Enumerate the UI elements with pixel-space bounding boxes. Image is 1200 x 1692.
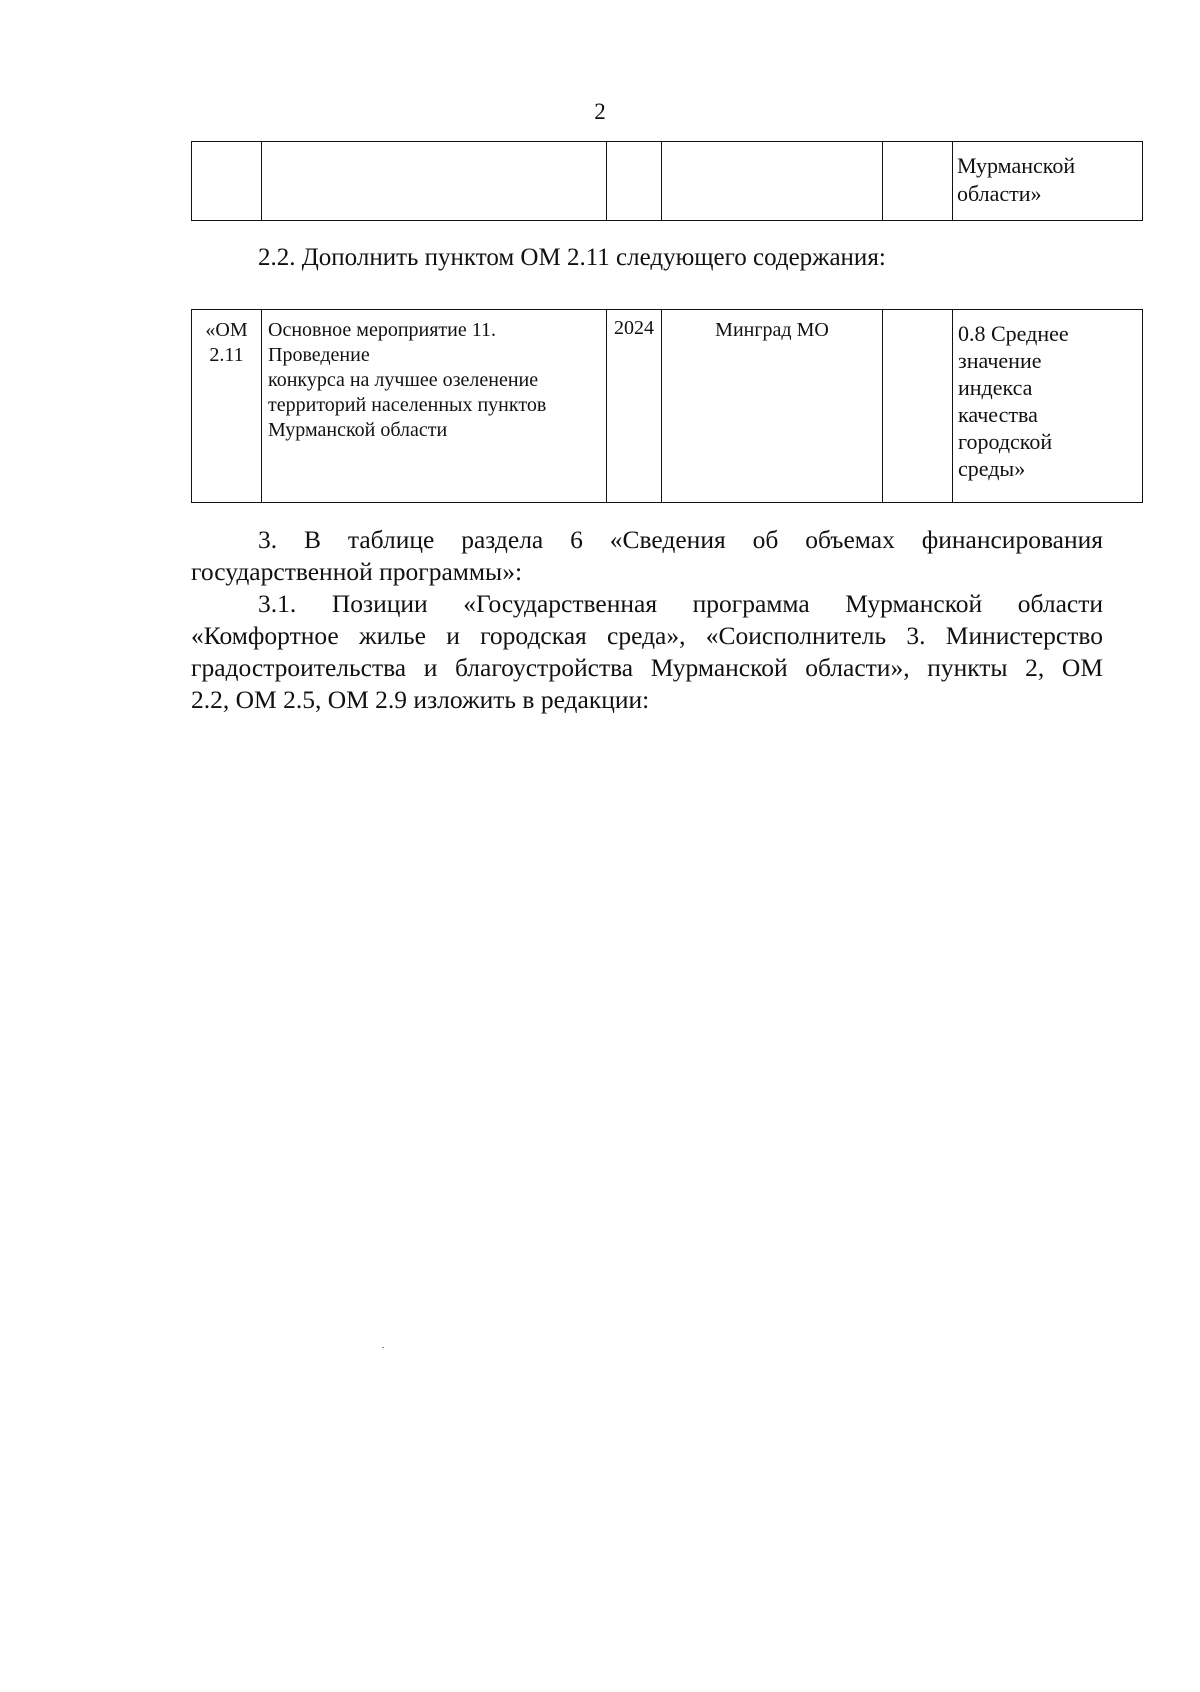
- cell-line: Мурманской: [957, 153, 1076, 178]
- om-year-cell: 2024: [607, 310, 662, 503]
- paragraph-line: «Комфортное жилье и городская среда», «Соисполнитель 3. Министерство: [191, 621, 1103, 650]
- table-row: [192, 142, 1143, 221]
- table-cell: [262, 142, 607, 221]
- table-cell: [883, 142, 953, 221]
- cell-line: конкурса на лучшее озеленение: [268, 369, 539, 391]
- cell-line: качества: [958, 402, 1038, 427]
- cell-line: Мурманской области: [268, 419, 448, 441]
- cell-line: городской: [958, 429, 1053, 454]
- cell-line: значение: [958, 348, 1042, 373]
- cell-line: «ОМ: [205, 319, 248, 341]
- scan-speck: [382, 1347, 384, 1348]
- cell-line: 0.8 Среднее: [958, 321, 1069, 346]
- om-indicator-cell: [953, 310, 1143, 503]
- table-cell: [192, 142, 262, 221]
- paragraph-line: градостроительства и благоустройства Мурманской области», пункты 2, ОМ: [191, 653, 1103, 682]
- table-row: [192, 310, 1143, 503]
- table-cell: [883, 310, 953, 503]
- om-responsible-cell: Минград МО: [662, 310, 883, 503]
- paragraph-line: 2.2, ОМ 2.5, ОМ 2.9 изложить в редакции:: [191, 685, 650, 714]
- om-code-cell: [192, 310, 262, 503]
- section-heading-2-2: 2.2. Дополнить пунктом ОМ 2.11 следующего содержания:: [258, 244, 886, 271]
- table-continuation: [191, 141, 1143, 221]
- cell-line: Проведение: [268, 344, 370, 366]
- cell-line: 2.11: [209, 344, 244, 366]
- page-number: 2: [594, 99, 606, 124]
- table-cell: [607, 142, 662, 221]
- cell-line: Основное мероприятие 11.: [268, 319, 497, 341]
- om-title-cell: [262, 310, 607, 503]
- paragraph-line: 3. В таблице раздела 6 «Сведения об объемах финансирования: [258, 525, 1103, 554]
- table-om-2-11: [191, 309, 1143, 503]
- cell-line: области»: [957, 181, 1042, 206]
- cell-line: территорий населенных пунктов: [268, 394, 547, 416]
- cell-line: индекса: [958, 375, 1033, 400]
- paragraph-line: государственной программы»:: [191, 557, 523, 586]
- paragraph-3-1: [191, 588, 1103, 716]
- paragraph-line: 3.1. Позиции «Государственная программа Мурманской области: [258, 589, 1103, 618]
- table-cell: [662, 142, 883, 221]
- table-cell-region: [953, 142, 1143, 221]
- paragraph-3: [191, 524, 1103, 588]
- cell-line: среды»: [958, 456, 1026, 481]
